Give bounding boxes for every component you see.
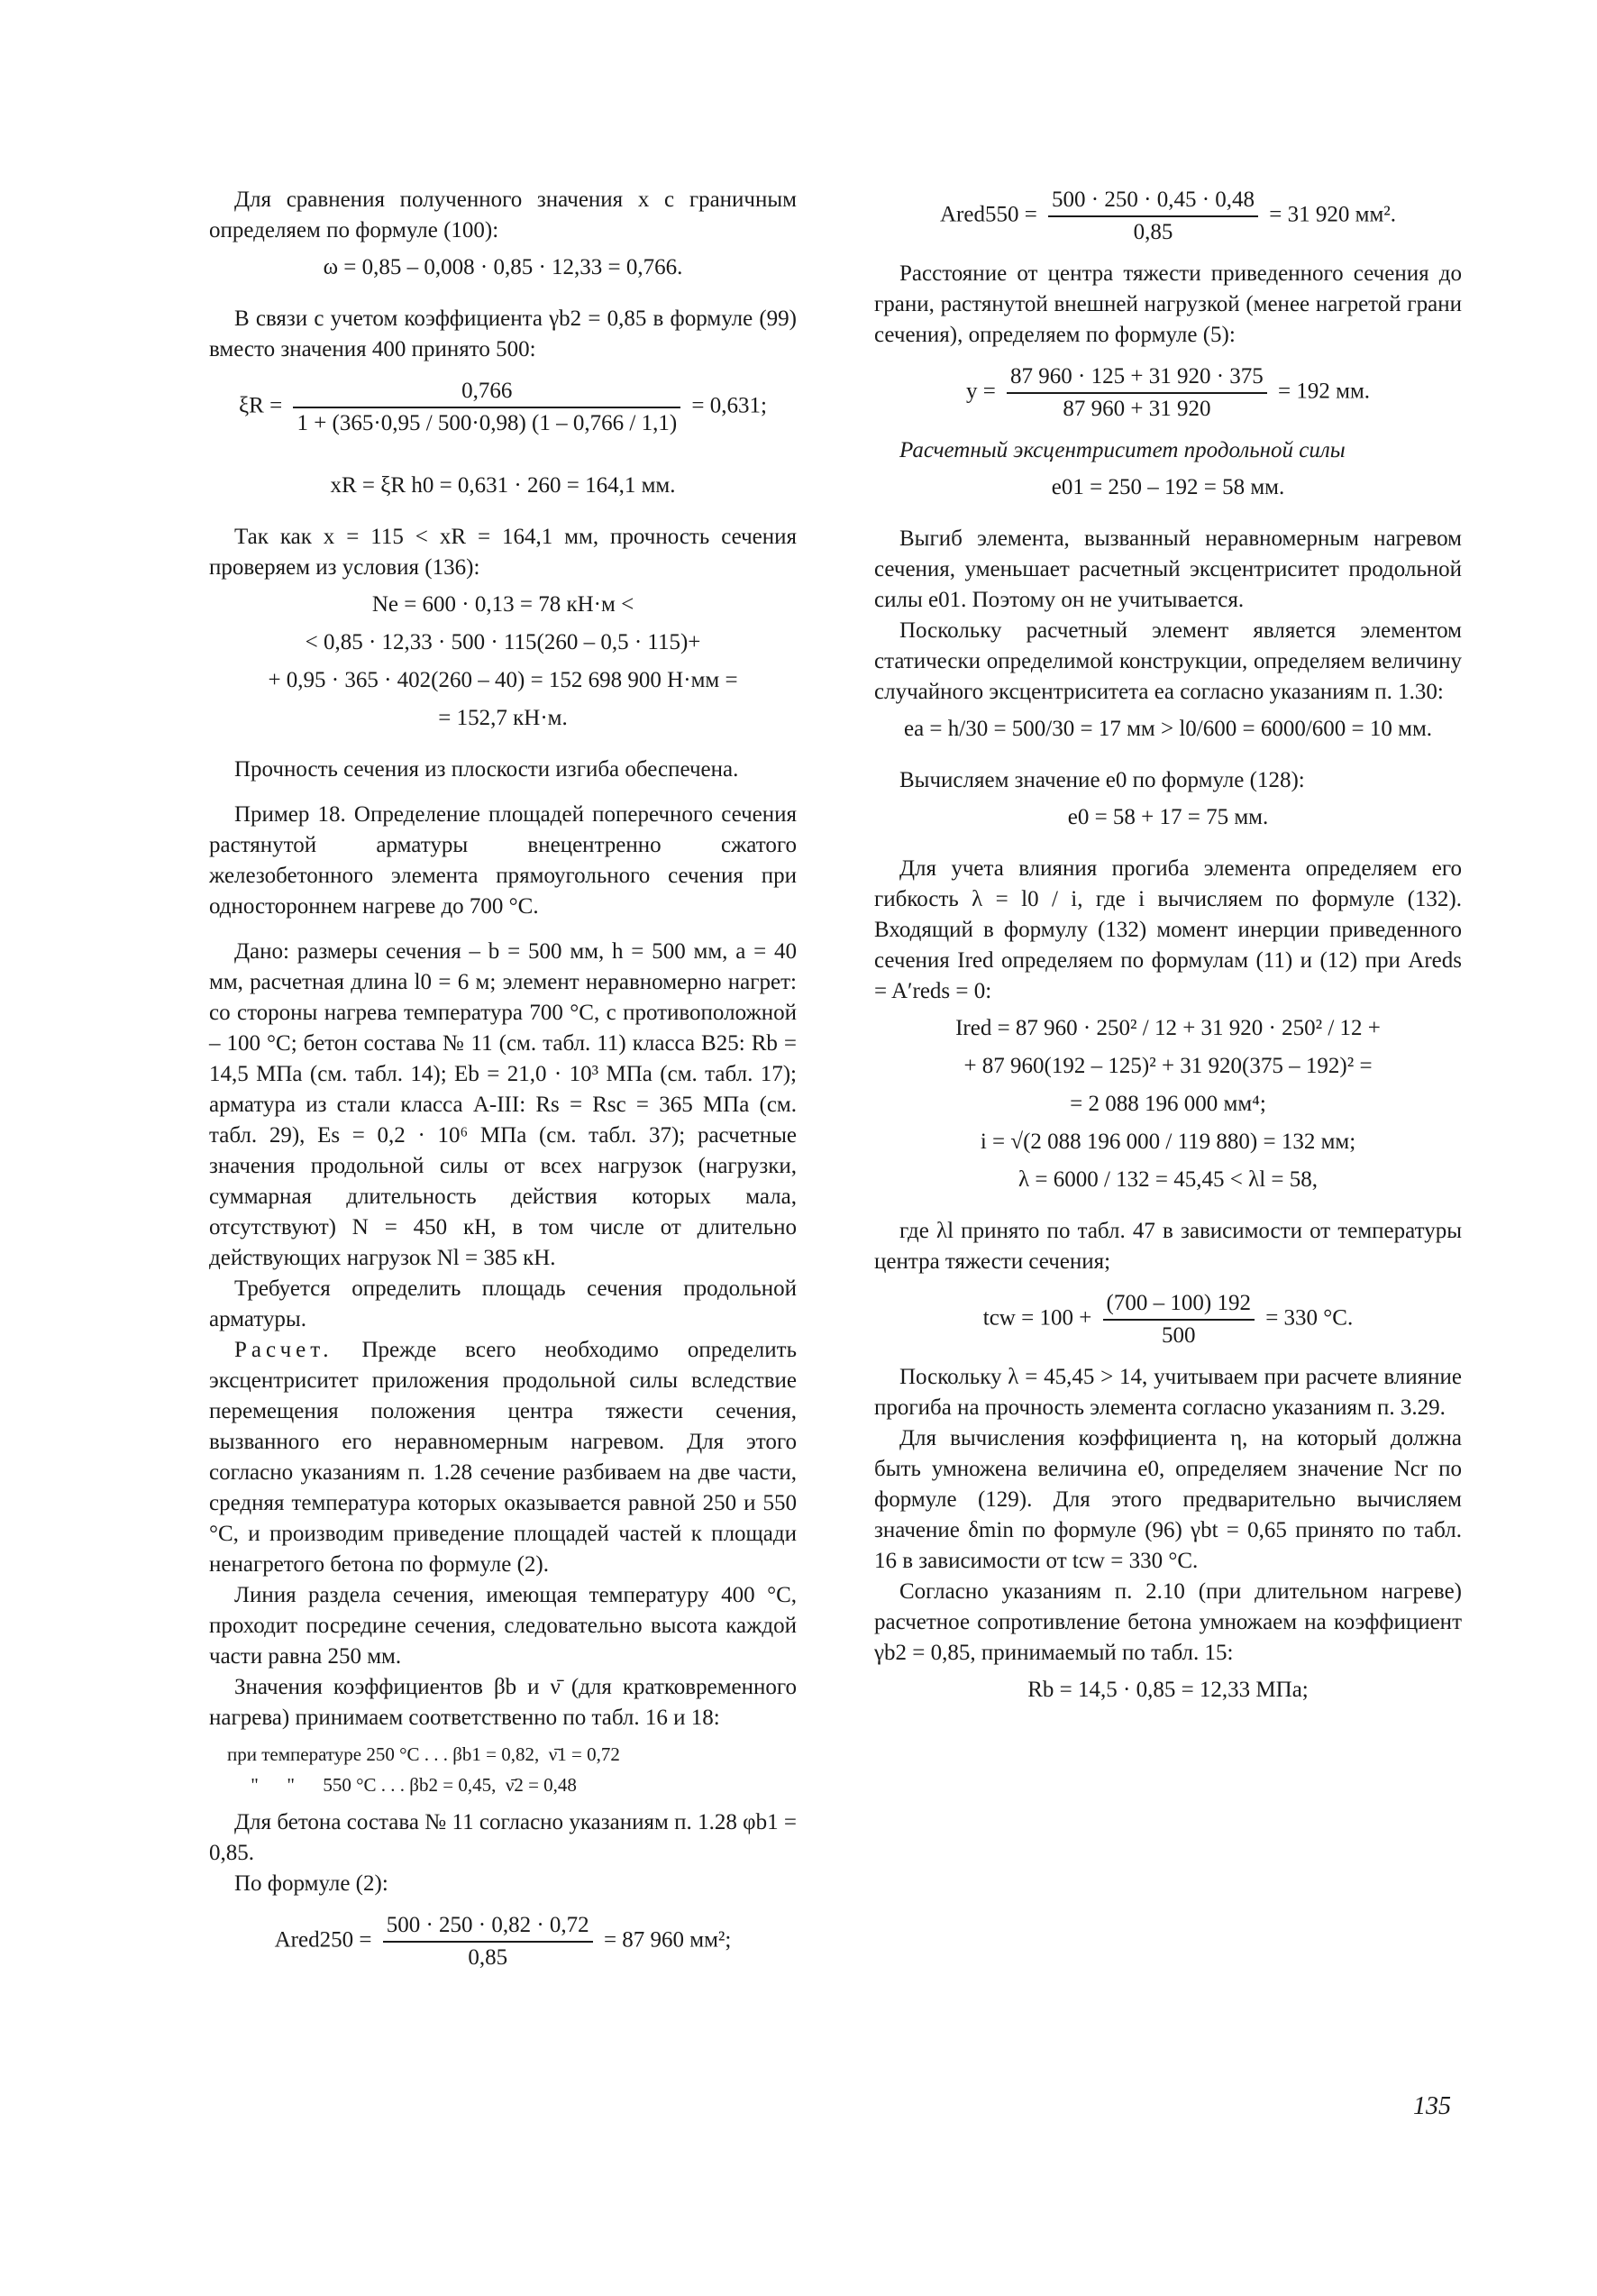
formula: = 152,7 кН·м. xyxy=(438,706,568,730)
calc-heading: Расчет. xyxy=(234,1338,333,1362)
formula: e0 = 58 + 17 = 75 мм. xyxy=(1067,805,1269,829)
paragraph: Поскольку λ = 45,45 > 14, учитываем при расчете влияние прогиба на прочность элемента согласно указаниям п. 3.29. xyxy=(874,1365,1462,1420)
formula: < 0,85 · 12,33 · 500 · 115(260 – 0,5 · 115)+ xyxy=(305,630,701,654)
paragraph: Расстояние от центра тяжести приведенного сечения до грани, растянутой внешней нагрузкой (менее нагретой грани сечения), определяем по формуле (5): xyxy=(874,261,1462,347)
formula-y xyxy=(874,361,1462,425)
paragraph: Расчетный эксцентриситет продольной силы xyxy=(899,438,1346,462)
formula-rhs: = 192 мм. xyxy=(1278,379,1371,404)
formula: ω = 0,85 – 0,008 · 0,85 · 12,33 = 0,766. xyxy=(323,255,683,279)
formula: + 0,95 · 365 · 402(260 – 40) = 152 698 900 Н·мм = xyxy=(268,668,738,692)
formula-tcw xyxy=(874,1288,1462,1351)
paragraph: Выгиб элемента, вызванный неравномерным нагревом сечения, уменьшает расчетный эксцентриситет продольной силы e01. Поэтому он не учитывается. xyxy=(874,526,1462,612)
fraction-numerator: (700 – 100) 192 xyxy=(1103,1288,1255,1321)
paragraph xyxy=(209,1335,797,1580)
coefficient-row: при температуре 250 °С . . . βb1 = 0,82, ν̄1 = 0,72 xyxy=(227,1743,620,1765)
fraction xyxy=(1103,1288,1255,1351)
paragraph: Для учета влияния прогиба элемента определяем его гибкость λ = l0 / i, где i вычисляем по формуле (132). Входящий в формулу (132) момент инерции приведенного сечения Ired определяем по формулам (11) и (12) при Areds = A′reds = 0: xyxy=(874,856,1462,1003)
paragraph: Требуется определить площадь сечения продольной арматуры. xyxy=(209,1276,797,1331)
fraction xyxy=(293,376,680,439)
fraction xyxy=(1048,185,1258,248)
formula: i = √(2 088 196 000 / 119 880) = 132 мм; xyxy=(980,1130,1356,1154)
fraction-numerator: 0,766 xyxy=(293,376,680,408)
paragraph: Для сравнения полученного значения x с граничным определяем по формуле (100): xyxy=(209,188,797,242)
formula-lhs: tcw = 100 + xyxy=(982,1305,1092,1331)
left-column xyxy=(209,185,797,1984)
formula-lhs: y = xyxy=(965,379,996,404)
paragraph: По формуле (2): xyxy=(234,1871,388,1896)
fraction-numerator: 500 · 250 · 0,45 · 0,48 xyxy=(1048,185,1258,217)
paragraph: В связи с учетом коэффициента γb2 = 0,85 в формуле (99) вместо значения 400 принято 500: xyxy=(209,306,797,361)
formula: + 87 960(192 – 125)² + 31 920(375 – 192)² = xyxy=(963,1054,1373,1078)
paragraph: Согласно указаниям п. 2.10 (при длительном нагреве) расчетное сопротивление бетона умножаем на коэффициент γb2 = 0,85, принимаемый по табл. 15: xyxy=(874,1579,1462,1665)
fraction xyxy=(1007,361,1267,425)
paragraph: Вычисляем значение e0 по формуле (128): xyxy=(899,768,1305,792)
fraction-denominator: 0,85 xyxy=(1133,220,1173,244)
formula: ea = h/30 = 500/30 = 17 мм > l0/600 = 6000/600 = 10 мм. xyxy=(903,717,1433,741)
formula: Ired = 87 960 · 250² / 12 + 31 920 · 250² / 12 + xyxy=(955,1016,1381,1040)
fraction-denominator: 1 + (365·0,95 / 500·0,98) (1 – 0,766 / 1,1) xyxy=(297,411,678,435)
formula-rhs: = 87 960 мм²; xyxy=(603,1927,732,1953)
example-heading-paragraph: Пример 18. Определение площадей поперечного сечения растянутой арматуры внецентренно сжатого железобетонного элемента прямоугольного сечения при одностороннем нагреве до 700 °С. xyxy=(209,802,797,919)
formula-ared250 xyxy=(209,1910,797,1973)
calc-text: Прежде всего необходимо определить эксцентриситет приложения продольной силы вследствие перемещения положения центра тяжести сечения, вызванного его неравномерным нагревом. Для этого согласно указаниям п. 1.28 сечение разбиваем на две части, средняя температура которых оказывается равной 250 и 550 °С, и производим приведение площадей частей к площади ненагретого бетона по формуле (2). xyxy=(209,1338,797,1577)
paragraph: Для вычисления коэффициента η, на который должна быть умножена величина e0, определяем значение Ncr по формуле (129). Для этого предварительно вычисляем значение δmin по формуле (96) γbt = 0,65 принято по табл. 16 в зависимости от tcw = 330 °С. xyxy=(874,1426,1462,1573)
formula-rhs: = 0,631; xyxy=(691,393,767,418)
fraction-numerator: 87 960 · 125 + 31 920 · 375 xyxy=(1007,361,1267,394)
formula: Rb = 14,5 · 0,85 = 12,33 МПа; xyxy=(1027,1678,1309,1702)
paragraph: Значения коэффициентов βb и ν̄ (для кратковременного нагрева) принимаем соответственно по табл. 16 и 18: xyxy=(209,1675,797,1730)
coefficient-row: " " 550 °С . . . βb2 = 0,45, ν̄2 = 0,48 xyxy=(227,1774,577,1796)
formula-lhs: ξR = xyxy=(239,393,283,418)
paragraph: Линия раздела сечения, имеющая температуру 400 °С, проходит посредине сечения, следовательно высота каждой части равна 250 мм. xyxy=(209,1583,797,1669)
page-number: 135 xyxy=(1413,2092,1451,2120)
paragraph: Так как x = 115 < xR = 164,1 мм, прочность сечения проверяем из условия (136): xyxy=(209,525,797,580)
formula: λ = 6000 / 132 = 45,45 < λl = 58, xyxy=(1018,1167,1319,1192)
formula-lhs: Ared550 = xyxy=(939,202,1037,227)
formula-ared550 xyxy=(874,185,1462,248)
formula-lhs: Ared250 = xyxy=(274,1927,372,1953)
formula: Ne = 600 · 0,13 = 78 кН·м < xyxy=(371,592,634,617)
fraction-denominator: 500 xyxy=(1162,1323,1196,1348)
formula: e01 = 250 – 192 = 58 мм. xyxy=(1051,475,1285,499)
right-column xyxy=(874,185,1462,1712)
fraction-denominator: 0,85 xyxy=(468,1945,508,1970)
formula: xR = ξR h0 = 0,631 · 260 = 164,1 мм. xyxy=(330,473,676,498)
formula-rhs: = 31 920 мм². xyxy=(1269,202,1397,227)
formula-rhs: = 330 °С. xyxy=(1265,1305,1354,1331)
fraction-denominator: 87 960 + 31 920 xyxy=(1063,397,1211,421)
paragraph: Поскольку расчетный элемент является элементом статически определимой конструкции, определяем величину случайного эксцентриситета ea согласно указаниям п. 1.30: xyxy=(874,618,1462,704)
paragraph: Для бетона состава № 11 согласно указаниям п. 1.28 φb1 = 0,85. xyxy=(209,1810,797,1865)
fraction xyxy=(383,1910,593,1973)
given-data-paragraph: Дано: размеры сечения – b = 500 мм, h = 500 мм, a = 40 мм, расчетная длина l0 = 6 м; элемент неравномерно нагрет: со стороны нагрева температура 700 °С, с противоположной – 100 °С; бетон состава № 11 (см. табл. 11) класса В25: Rb = 14,5 МПа (см. табл. 14); Eb = 21,0 · 10³ МПа (см. табл. 17); арматура из стали класса А-III: Rs = Rsc = 365 МПа (см. табл. 29), Es = 0,2 · 10⁶ МПа (см. табл. 37); расчетные значения продольной силы от всех нагрузок (нагрузки, суммарная длительность действия которых мала, отсутствуют) N = 450 кН, в том числе от длительно действующих нагрузок Nl = 385 кН. xyxy=(209,939,797,1270)
formula: = 2 088 196 000 мм⁴; xyxy=(1070,1092,1266,1116)
paragraph: Прочность сечения из плоскости изгиба обеспечена. xyxy=(234,757,739,782)
fraction-numerator: 500 · 250 · 0,82 · 0,72 xyxy=(383,1910,593,1943)
paragraph: где λl принято по табл. 47 в зависимости от температуры центра тяжести сечения; xyxy=(874,1219,1462,1274)
formula-xi-r xyxy=(209,376,797,439)
